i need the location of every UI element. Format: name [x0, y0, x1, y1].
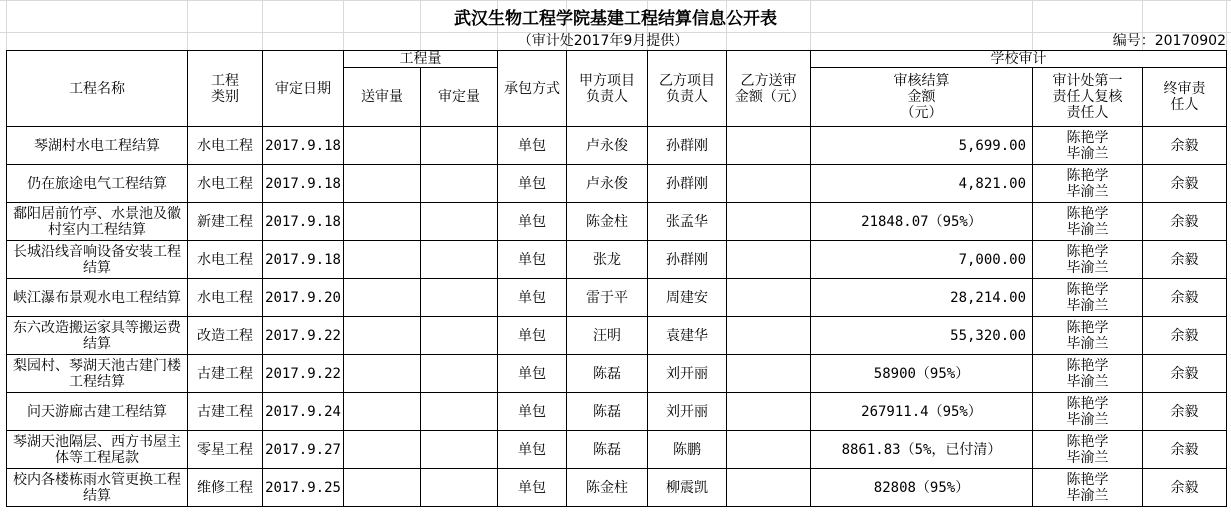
cell-submitted-qty[interactable]	[344, 165, 421, 203]
cell-audited-amount[interactable]: 267911.4（95%）	[811, 393, 1033, 431]
cell-approve-date[interactable]: 2017.9.20	[263, 279, 344, 317]
cell-project-name[interactable]: 峡江瀑布景观水电工程结算	[7, 279, 188, 317]
header-school-audit-group[interactable]: 学校审计	[811, 51, 1227, 68]
cell-approved-qty[interactable]	[421, 431, 498, 469]
auditor-first: 陈艳学	[1066, 243, 1109, 260]
auditor-first: 陈艳学	[1066, 357, 1109, 374]
cell-approve-date[interactable]: 2017.9.25	[263, 469, 344, 507]
cell-approved-qty[interactable]	[421, 203, 498, 241]
header-approved-qty[interactable]: 审定量	[421, 68, 498, 127]
cell-category[interactable]: 古建工程	[188, 355, 263, 393]
auditor-first: 陈艳学	[1066, 167, 1109, 184]
cell-approve-date[interactable]: 2017.9.22	[263, 355, 344, 393]
cell-approved-qty[interactable]	[421, 241, 498, 279]
cell-project-name[interactable]: 琴湖天池隔层、西方书屋主体等工程尾款	[7, 431, 188, 469]
cell-party-b-amount[interactable]	[727, 393, 811, 431]
cell-final-reviewer[interactable]: 余毅	[1143, 165, 1227, 203]
gridline	[0, 0, 1231, 1]
cell-category[interactable]: 零星工程	[188, 431, 263, 469]
cell-party-b-lead[interactable]: 刘开丽	[648, 355, 727, 393]
cell-audited-amount[interactable]: 21848.07（95%）	[811, 203, 1033, 241]
cell-party-b-amount[interactable]	[727, 127, 811, 165]
auditor-first: 陈艳学	[1066, 281, 1109, 298]
cell-category[interactable]: 新建工程	[188, 203, 263, 241]
cell-party-b-amount[interactable]	[727, 203, 811, 241]
cell-audit-responsible[interactable]	[1033, 431, 1143, 469]
cell-party-b-lead[interactable]: 周建安	[648, 279, 727, 317]
cell-project-name[interactable]: 仍在旅途电气工程结算	[7, 165, 188, 203]
cell-approve-date[interactable]: 2017.9.22	[263, 317, 344, 355]
cell-audited-amount[interactable]: 5,699.00	[811, 127, 1033, 165]
cell-party-b-amount[interactable]	[727, 431, 811, 469]
cell-approved-qty[interactable]	[421, 279, 498, 317]
table-row	[7, 469, 1227, 507]
cell-party-b-amount[interactable]	[727, 241, 811, 279]
cell-party-a-lead[interactable]: 雷于平	[567, 279, 648, 317]
cell-category[interactable]: 水电工程	[188, 165, 263, 203]
cell-contract-mode[interactable]: 单包	[498, 393, 567, 431]
cell-project-name[interactable]: 鄱阳居前竹亭、水景池及徽村室内工程结算	[7, 203, 188, 241]
serial-number: 编号：20170902	[1112, 33, 1226, 49]
cell-submitted-qty[interactable]	[344, 431, 421, 469]
cell-party-a-lead[interactable]: 陈金柱	[567, 469, 648, 507]
cell-party-b-lead[interactable]: 孙群刚	[648, 241, 727, 279]
header-party-b-amount-text: 乙方送审金额（元）	[734, 72, 805, 105]
cell-approved-qty[interactable]	[421, 165, 498, 203]
cell-audit-responsible[interactable]	[1033, 127, 1143, 165]
cell-party-a-lead[interactable]: 陈磊	[567, 393, 648, 431]
cell-contract-mode[interactable]: 单包	[498, 279, 567, 317]
cell-party-b-lead[interactable]: 孙群刚	[648, 165, 727, 203]
auditor-second: 毕渝兰	[1066, 411, 1109, 428]
header-row-group	[7, 51, 1227, 68]
cell-party-b-lead[interactable]: 刘开丽	[648, 393, 727, 431]
cell-final-reviewer[interactable]: 余毅	[1143, 241, 1227, 279]
cell-audited-amount[interactable]: 4,821.00	[811, 165, 1033, 203]
cell-approve-date[interactable]: 2017.9.24	[263, 393, 344, 431]
header-approve-date[interactable]: 审定日期	[263, 51, 344, 127]
cell-project-name[interactable]: 东六改造搬运家具等搬运费结算	[7, 317, 188, 355]
header-party-a-lead[interactable]	[567, 51, 648, 127]
cell-final-reviewer[interactable]: 余毅	[1143, 279, 1227, 317]
cell-audit-responsible[interactable]	[1033, 241, 1143, 279]
cell-party-a-lead[interactable]: 汪明	[567, 317, 648, 355]
auditor-second: 毕渝兰	[1066, 297, 1109, 314]
cell-audited-amount[interactable]: 82808（95%）	[811, 469, 1033, 507]
auditor-second: 毕渝兰	[1066, 373, 1109, 390]
cell-party-a-lead[interactable]: 张龙	[567, 241, 648, 279]
cell-project-name[interactable]: 梨园村、琴湖天池古建门楼工程结算	[7, 355, 188, 393]
header-party-b-lead-text: 乙方项目负责人	[659, 72, 715, 105]
cell-approve-date[interactable]: 2017.9.18	[263, 203, 344, 241]
cell-contract-mode[interactable]: 单包	[498, 431, 567, 469]
auditor-second: 毕渝兰	[1066, 487, 1109, 504]
header-category[interactable]	[188, 51, 263, 127]
cell-party-a-lead[interactable]: 陈磊	[567, 431, 648, 469]
cell-party-b-amount[interactable]	[727, 279, 811, 317]
cell-submitted-qty[interactable]	[344, 469, 421, 507]
header-audited-amount[interactable]	[811, 68, 1033, 127]
header-contract-mode[interactable]: 承包方式	[498, 51, 567, 127]
table-row	[7, 241, 1227, 279]
cell-party-a-lead[interactable]: 陈金柱	[567, 203, 648, 241]
cell-contract-mode[interactable]: 单包	[498, 355, 567, 393]
auditor-first: 陈艳学	[1066, 395, 1109, 412]
cell-contract-mode[interactable]: 单包	[498, 317, 567, 355]
cell-final-reviewer[interactable]: 余毅	[1143, 355, 1227, 393]
table-row	[7, 203, 1227, 241]
cell-party-a-lead[interactable]: 卢永俊	[567, 127, 648, 165]
cell-final-reviewer[interactable]: 余毅	[1143, 203, 1227, 241]
table-row	[7, 127, 1227, 165]
auditor-first: 陈艳学	[1066, 471, 1109, 488]
header-category-text: 工程类别	[210, 72, 239, 105]
cell-approved-qty[interactable]	[421, 469, 498, 507]
cell-party-b-amount[interactable]	[727, 355, 811, 393]
cell-approved-qty[interactable]	[421, 317, 498, 355]
cell-party-a-lead[interactable]: 陈磊	[567, 355, 648, 393]
cell-final-reviewer[interactable]: 余毅	[1143, 127, 1227, 165]
cell-audited-amount[interactable]: 28,214.00	[811, 279, 1033, 317]
cell-audit-responsible[interactable]	[1033, 317, 1143, 355]
cell-approved-qty[interactable]	[421, 127, 498, 165]
auditor-first: 陈艳学	[1066, 129, 1109, 146]
cell-final-reviewer[interactable]: 余毅	[1143, 317, 1227, 355]
cell-submitted-qty[interactable]	[344, 203, 421, 241]
cell-party-b-amount[interactable]	[727, 165, 811, 203]
cell-party-b-lead[interactable]: 袁建华	[648, 317, 727, 355]
cell-party-b-amount[interactable]	[727, 469, 811, 507]
cell-category[interactable]: 水电工程	[188, 241, 263, 279]
cell-submitted-qty[interactable]	[344, 355, 421, 393]
table-row	[7, 431, 1227, 469]
cell-submitted-qty[interactable]	[344, 127, 421, 165]
settlement-table	[6, 50, 1227, 507]
header-audit-responsible[interactable]	[1033, 68, 1143, 127]
header-party-b-amount[interactable]	[727, 51, 811, 127]
header-party-a-lead-text: 甲方项目负责人	[579, 72, 635, 105]
cell-final-reviewer[interactable]: 余毅	[1143, 393, 1227, 431]
cell-audit-responsible[interactable]	[1033, 469, 1143, 507]
auditor-first: 陈艳学	[1066, 319, 1109, 336]
cell-submitted-qty[interactable]	[344, 393, 421, 431]
cell-party-b-lead[interactable]: 陈鹏	[648, 431, 727, 469]
cell-audited-amount[interactable]: 58900（95%）	[811, 355, 1033, 393]
header-project-name[interactable]: 工程名称	[7, 51, 188, 127]
cell-category[interactable]: 改造工程	[188, 317, 263, 355]
cell-submitted-qty[interactable]	[344, 317, 421, 355]
cell-party-b-amount[interactable]	[727, 317, 811, 355]
header-submitted-qty[interactable]: 送审量	[344, 68, 421, 127]
cell-submitted-qty[interactable]	[344, 279, 421, 317]
cell-approved-qty[interactable]	[421, 355, 498, 393]
cell-contract-mode[interactable]: 单包	[498, 127, 567, 165]
header-audited-amount-text: 审核结算金额（元）	[893, 73, 950, 121]
auditor-second: 毕渝兰	[1066, 183, 1109, 200]
cell-final-reviewer[interactable]: 余毅	[1143, 469, 1227, 507]
header-final-reviewer[interactable]	[1143, 68, 1227, 127]
header-audit-responsible-text: 审计处第一责任人复核责任人	[1052, 73, 1123, 121]
cell-approved-qty[interactable]	[421, 393, 498, 431]
auditor-second: 毕渝兰	[1066, 145, 1109, 162]
cell-audited-amount[interactable]: 7,000.00	[811, 241, 1033, 279]
cell-audited-amount[interactable]: 8861.83（5%，已付清）	[811, 431, 1033, 469]
header-party-b-lead[interactable]	[648, 51, 727, 127]
cell-approve-date[interactable]: 2017.9.18	[263, 127, 344, 165]
cell-project-name[interactable]: 问天游廊古建工程结算	[7, 393, 188, 431]
header-quantity-group[interactable]: 工程量	[344, 51, 498, 68]
table-body	[7, 127, 1227, 507]
cell-audit-responsible[interactable]	[1033, 279, 1143, 317]
cell-approve-date[interactable]: 2017.9.27	[263, 431, 344, 469]
cell-audit-responsible[interactable]	[1033, 355, 1143, 393]
cell-contract-mode[interactable]: 单包	[498, 241, 567, 279]
cell-party-b-lead[interactable]: 孙群刚	[648, 127, 727, 165]
auditor-first: 陈艳学	[1066, 205, 1109, 222]
cell-party-a-lead[interactable]: 卢永俊	[567, 165, 648, 203]
auditor-first: 陈艳学	[1066, 433, 1109, 450]
cell-category[interactable]: 维修工程	[188, 469, 263, 507]
cell-approve-date[interactable]: 2017.9.18	[263, 165, 344, 203]
cell-audit-responsible[interactable]	[1033, 203, 1143, 241]
page-title: 武汉生物工程学院基建工程结算信息公开表	[454, 9, 777, 29]
auditor-second: 毕渝兰	[1066, 259, 1109, 276]
table-row	[7, 355, 1227, 393]
cell-project-name[interactable]: 校内各楼栋雨水管更换工程结算	[7, 469, 188, 507]
cell-contract-mode[interactable]: 单包	[498, 165, 567, 203]
table-row	[7, 317, 1227, 355]
cell-contract-mode[interactable]: 单包	[498, 203, 567, 241]
cell-approve-date[interactable]: 2017.9.18	[263, 241, 344, 279]
cell-audit-responsible[interactable]	[1033, 165, 1143, 203]
auditor-second: 毕渝兰	[1066, 221, 1109, 238]
cell-category[interactable]: 水电工程	[188, 279, 263, 317]
table-row	[7, 393, 1227, 431]
cell-audit-responsible[interactable]	[1033, 393, 1143, 431]
cell-category[interactable]: 水电工程	[188, 127, 263, 165]
table-row	[7, 165, 1227, 203]
cell-audited-amount[interactable]: 55,320.00	[811, 317, 1033, 355]
table-row	[7, 279, 1227, 317]
cell-project-name[interactable]: 琴湖村水电工程结算	[7, 127, 188, 165]
cell-final-reviewer[interactable]: 余毅	[1143, 431, 1227, 469]
auditor-second: 毕渝兰	[1066, 449, 1109, 466]
cell-party-b-lead[interactable]: 张孟华	[648, 203, 727, 241]
cell-contract-mode[interactable]: 单包	[498, 469, 567, 507]
cell-submitted-qty[interactable]	[344, 241, 421, 279]
cell-project-name[interactable]: 长城沿线音响设备安装工程结算	[7, 241, 188, 279]
cell-category[interactable]: 古建工程	[188, 393, 263, 431]
auditor-second: 毕渝兰	[1066, 335, 1109, 352]
cell-party-b-lead[interactable]: 柳震凯	[648, 469, 727, 507]
header-final-reviewer-text: 终审责任人	[1163, 81, 1206, 113]
page-subtitle: （审计处2017年9月提供）	[517, 33, 689, 49]
